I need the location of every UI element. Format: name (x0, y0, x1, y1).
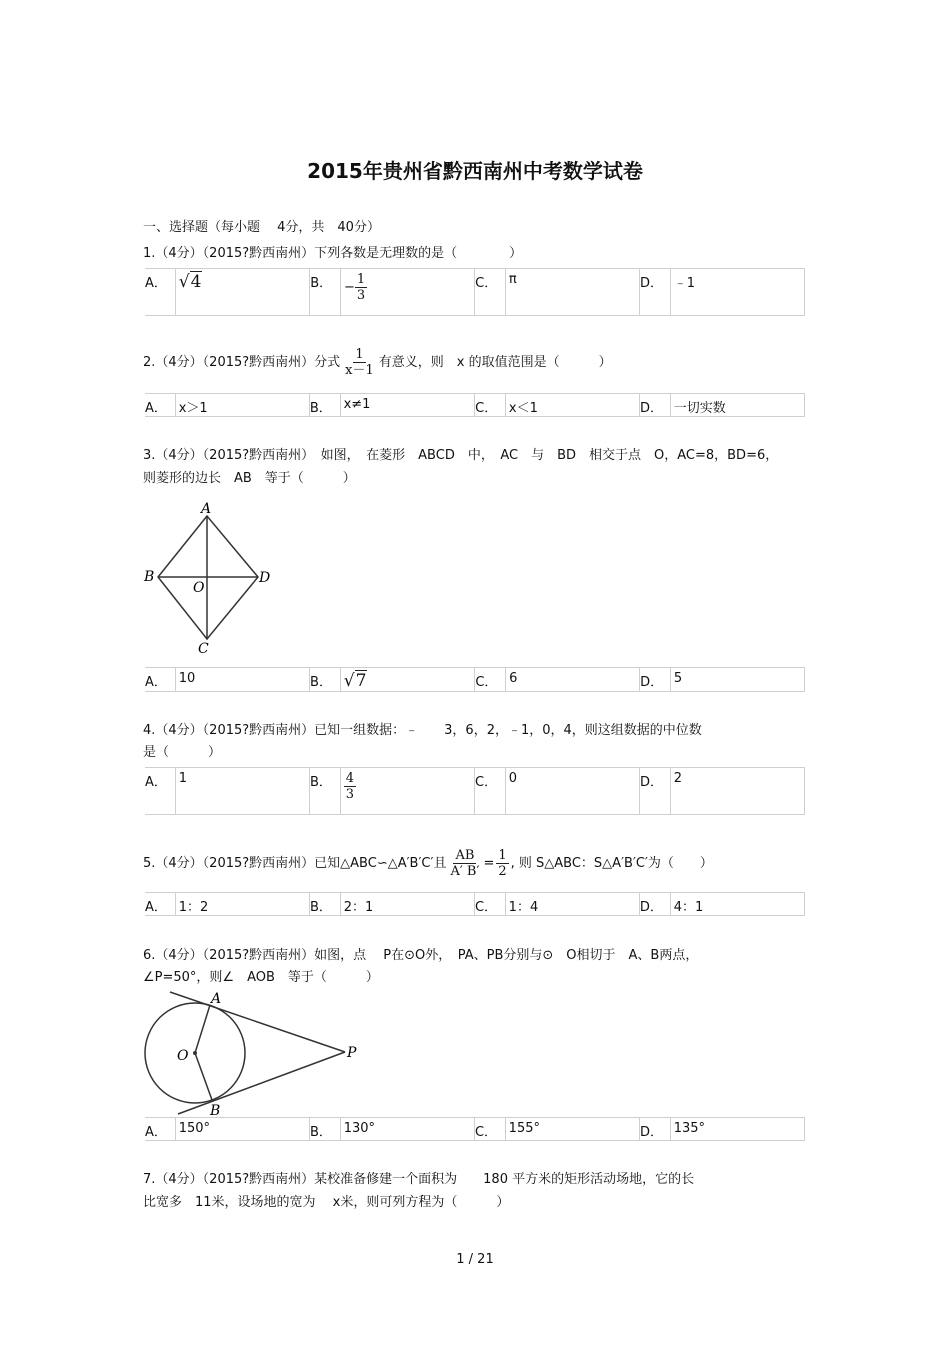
option-a-value: 1：2 (175, 893, 309, 916)
option-d-label: D． (639, 768, 670, 815)
option-b-value: x≠1 (340, 394, 475, 417)
radius-ob (195, 1053, 212, 1100)
option-d-label: D． (639, 893, 670, 916)
circle-tangent-figure (140, 988, 370, 1118)
question-2-options (145, 393, 805, 417)
option-c-value: 0 (505, 768, 639, 815)
question-4-options (145, 767, 805, 815)
page-title: 2015年贵州省黔西南州中考数学试卷 (307, 159, 643, 183)
question-3-options (145, 667, 805, 692)
question-6-stem-line-1: 6.（4分）（2015?黔西南州）如图，点 P在⊙O外， PA、PB分别与⊙ O相切于 A、B两点， (143, 948, 699, 963)
option-a-label: A． (145, 668, 175, 692)
label-o: O (177, 1048, 189, 1064)
question-5-options (145, 892, 805, 916)
label-p: P (347, 1045, 357, 1061)
option-a-value (175, 269, 310, 316)
option-b-label: B． (309, 1118, 340, 1141)
option-d-value: 135° (670, 1118, 804, 1141)
question-2-stem: 2.（4分）（2015?黔西南州）分式 $\frac{1}{x-1}$ 有意义，则 x 的取值范围是（ ） (143, 347, 612, 378)
option-c-label: C． (475, 668, 506, 692)
label-o: O (193, 580, 205, 596)
section-heading: 一、选择题（每小题 4分，共 40分） (143, 220, 380, 235)
question-1-options (145, 268, 805, 316)
option-c-label: C． (475, 768, 506, 815)
option-a-label: A． (145, 768, 175, 815)
label-b: B (210, 1103, 221, 1118)
option-c-label: C． (475, 394, 506, 417)
label-b: B (144, 569, 155, 585)
option-c-value: π (505, 269, 639, 316)
option-d-label: D． (640, 668, 671, 692)
option-c-value: 1：4 (505, 893, 639, 916)
question-4-stem-line-1: 4.（4分）（2015?黔西南州）已知一组数据：﹣ 3，6，2，﹣1，0，4，则这组数据的中位数 (143, 723, 702, 738)
tangent-pb (178, 1052, 345, 1114)
question-6-options (145, 1117, 805, 1141)
option-d-value: ﹣1 (670, 269, 804, 316)
option-d-value: 一切实数 (670, 394, 804, 417)
label-a: A (201, 501, 212, 517)
option-c-value: 6 (506, 668, 640, 692)
option-a-value: 150° (175, 1118, 309, 1141)
option-a-label: A． (145, 269, 175, 316)
tangent-pa (170, 992, 345, 1052)
option-b-value: 130° (340, 1118, 474, 1141)
question-3-stem-line-2: 则菱形的边长 AB 等于（ ） (143, 471, 356, 486)
rhombus-figure (140, 498, 280, 658)
option-a-label: A． (145, 394, 175, 417)
question-1-stem: 1.（4分）（2015?黔西南州）下列各数是无理数的是（ ） (143, 246, 523, 261)
option-b-value (340, 668, 475, 692)
option-c-value: x＜1 (505, 394, 639, 417)
option-d-label: D． (640, 394, 671, 417)
option-b-value: 2：1 (340, 893, 474, 916)
sqrt-symbol: √7 (343, 671, 367, 691)
question-5-stem: 5.（4分）（2015?黔西南州）已知△ABC∽△A′B′C′且 $\frac{AB}{A' B'}$ = $\frac{1}{2}$ , 则 S△ABC：S△A′B′C′为（ ） (143, 848, 713, 879)
option-b-value: − $\frac{1}{3}$ (341, 269, 475, 316)
option-d-value: 4：1 (670, 893, 804, 916)
radius-oa (195, 1005, 210, 1053)
option-d-value: 2 (670, 768, 804, 815)
option-b-label: B． (309, 893, 340, 916)
option-c-value: 155° (505, 1118, 639, 1141)
question-6-stem-line-2: ∠P=50°，则∠ AOB 等于（ ） (143, 970, 379, 985)
option-b-label: B． (310, 269, 341, 316)
option-c-label: C． (474, 893, 505, 916)
option-d-label: D． (639, 1118, 670, 1141)
center-point (193, 1051, 197, 1055)
option-a-label: A． (145, 1118, 175, 1141)
option-c-label: C． (474, 1118, 505, 1141)
label-a: A (211, 991, 222, 1007)
question-4-stem-line-2: 是（ ） (143, 745, 222, 760)
sqrt-symbol: √4 (178, 272, 202, 292)
option-a-label: A． (145, 893, 175, 916)
option-b-value: $\frac{4}{3}$ (340, 768, 474, 815)
option-a-value: 10 (175, 668, 309, 692)
option-b-label: B． (309, 768, 340, 815)
label-c: C (198, 641, 209, 657)
option-b-label: B． (309, 394, 340, 417)
question-3-stem-line-1: 3.（4分）（2015?黔西南州） 如图， 在菱形 ABCD 中， AC 与 BD 相交于点 O，AC=8，BD=6， (143, 448, 779, 463)
option-a-value: 1 (175, 768, 309, 815)
label-d: D (259, 570, 271, 586)
option-d-value: 5 (670, 668, 804, 692)
option-d-label: D． (639, 269, 670, 316)
question-7-stem-line-1: 7.（4分）（2015?黔西南州）某校准备修建一个面积为 180 平方米的矩形活动场地，它的长 (143, 1172, 695, 1187)
option-b-label: B． (310, 668, 341, 692)
question-7-stem-line-2: 比宽多 11米，设场地的宽为 x米，则可列方程为（ ） (143, 1195, 510, 1210)
option-c-label: C． (475, 269, 506, 316)
page-number: 1 / 21 (456, 1252, 494, 1267)
option-a-value: x＞1 (175, 394, 309, 417)
